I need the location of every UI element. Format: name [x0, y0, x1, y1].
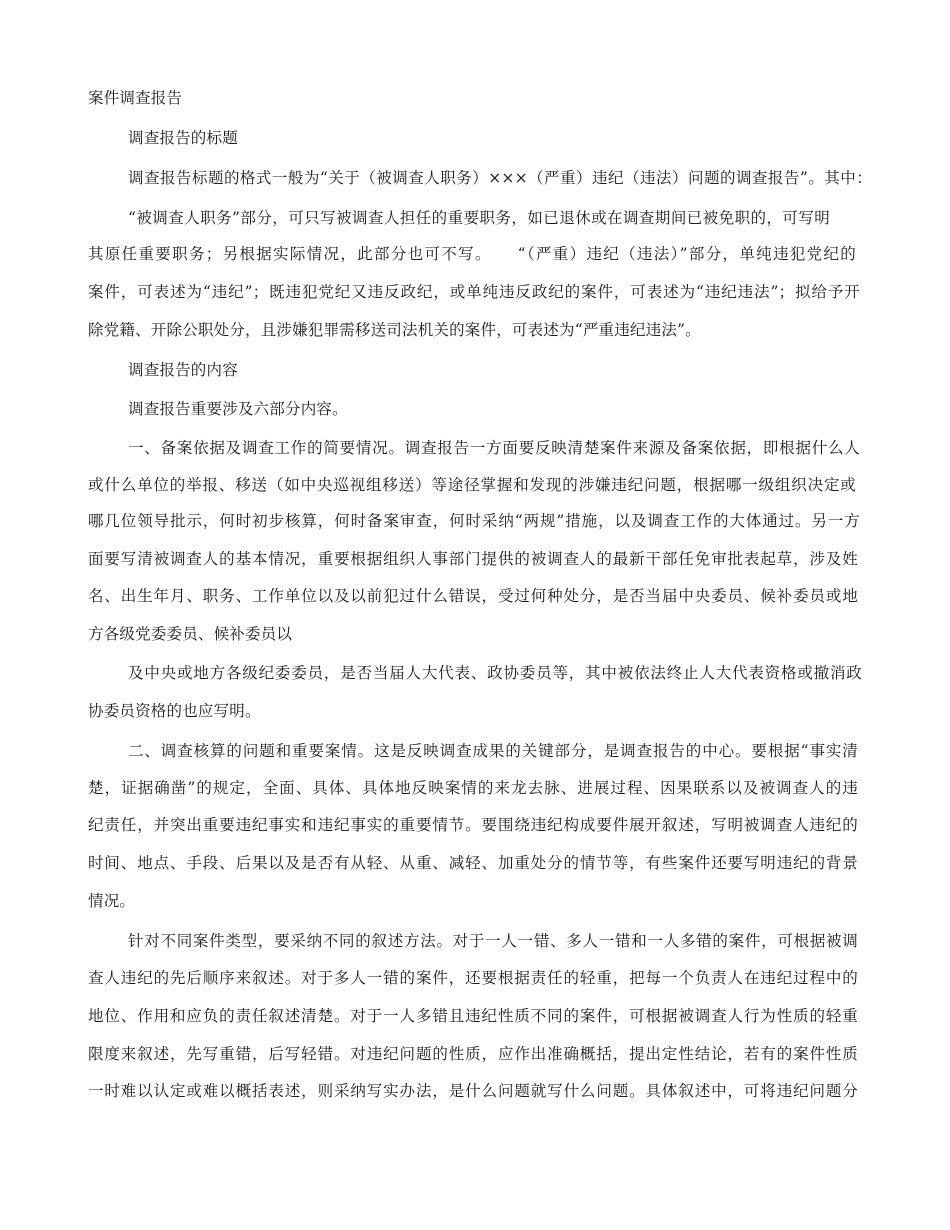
paragraph-line: 纪责任，并突出重要违纪事实和违纪事实的重要情节。要围绕违纪构成要件展开叙述，写明被调查人违纪的 — [88, 816, 858, 834]
paragraph-line: 二、调查核算的问题和重要案情。这是反映调查成果的关键部分，是调查报告的中心。要根据“事实清 — [128, 742, 858, 760]
paragraph-line: 案件，可表述为“违纪”；既违犯党纪又违反政纪，或单纯违反政纪的案件，可表述为“违纪违法”；拟给予开 — [88, 283, 860, 301]
paragraph-line: 地位、作用和应负的责任叙述清楚。对于一人多错且违纪性质不同的案件，可根据被调查人行为性质的轻重 — [88, 1007, 858, 1025]
paragraph-line: 一时难以认定或难以概括表述，则采纳写实办法，是什么问题就写什么问题。具体叙述中，可将违纪问题分 — [88, 1082, 858, 1100]
paragraph-line: 调查报告标题的格式一般为“关于（被调查人职务）×××（严重）违纪（违法）问题的调查报告”。其中： — [128, 169, 872, 187]
section-heading: 调查报告的标题 — [128, 129, 238, 147]
paragraph-line: 名、出生年月、职务、工作单位以及以前犯过什么错误，受过何种处分，是否当届中央委员、候补委员或地 — [88, 587, 858, 605]
paragraph-line: 一、备案依据及调查工作的简要情况。调查报告一方面要反映清楚案件来源及备案依据，即根据什么人 — [128, 439, 860, 457]
paragraph-line: 查人违纪的先后顺序来叙述。对于多人一错的案件，还要根据责任的轻重，把每一个负责人在违纪过程中的 — [88, 969, 858, 987]
paragraph-line: 其原任重要职务；另根据实际情况，此部分也可不写。 “（严重）违纪（违法）”部分，单纯违犯党纪的 — [88, 245, 856, 263]
paragraph-line: “被调查人职务”部分，可只写被调查人担任的重要职务，如已退休或在调查期间已被免职的，可写明 — [128, 209, 830, 227]
paragraph-line: 针对不同案件类型，要采纳不同的叙述方法。对于一人一错、多人一错和一人多错的案件，可根据被调 — [128, 932, 858, 950]
paragraph-line: 哪几位领导批示，何时初步核算，何时备案审查，何时采纳“两规”措施，以及调查工作的大体通过。另一方 — [88, 512, 860, 530]
paragraph-line: 情况。 — [88, 892, 136, 910]
paragraph-line: 楚，证据确凿”的规定，全面、具体、具体地反映案情的来龙去脉、进展过程、因果联系以及被调查人的违 — [88, 779, 858, 797]
paragraph-line: 及中央或地方各级纪委委员，是否当届人大代表、政协委员等，其中被依法终止人大代表资格或撤消政 — [128, 664, 862, 682]
paragraph-line: 面要写清被调查人的基本情况，重要根据组织人事部门提供的被调查人的最新干部任免审批表起草，涉及姓 — [88, 550, 858, 568]
paragraph-line: 除党籍、开除公职处分，且涉嫌犯罪需移送司法机关的案件，可表述为“严重违纪违法”。 — [88, 321, 701, 339]
paragraph-line: 协委员资格的也应写明。 — [88, 702, 261, 720]
paragraph-line: 限度来叙述，先写重错，后写轻错。对违纪问题的性质，应作出准确概括，提出定性结论，若有的案件性质 — [88, 1045, 858, 1063]
paragraph-line: 方各级党委委员、候补委员以 — [88, 625, 293, 643]
document-title: 案件调查报告 — [88, 89, 183, 107]
paragraph-line: 调查报告重要涉及六部分内容。 — [128, 400, 348, 418]
section-heading: 调查报告的内容 — [128, 361, 238, 379]
paragraph-line: 时间、地点、手段、后果以及是否有从轻、从重、减轻、加重处分的情节等，有些案件还要写明违纪的背景 — [88, 854, 858, 872]
paragraph-line: 或什么单位的举报、移送（如中央巡视组移送）等途径掌握和发现的涉嫌违纪问题，根据哪一级组织决定或 — [88, 476, 856, 494]
